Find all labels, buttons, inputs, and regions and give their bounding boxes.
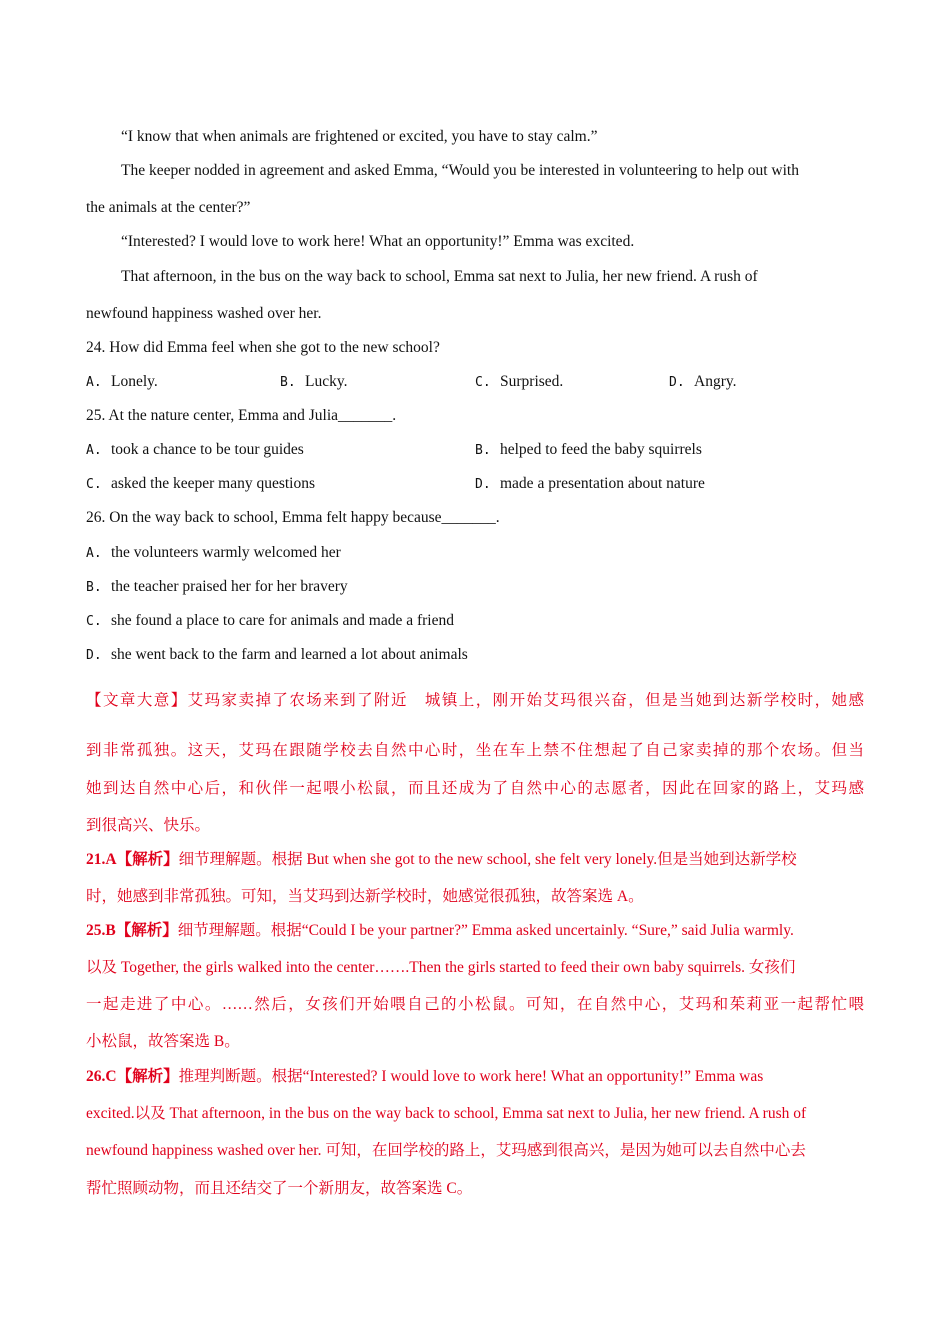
option-24-c: C. Surprised. xyxy=(475,373,564,390)
option-24-b: B. Lucky. xyxy=(280,373,348,390)
option-25-b: B. helped to feed the baby squirrels xyxy=(475,441,702,458)
answer-26-label: 26.C【解析】 xyxy=(86,1068,179,1085)
option-24-d: D. Angry. xyxy=(669,373,737,390)
passage-paragraph-continuation: the animals at the center?” xyxy=(86,199,251,216)
option-25-a: A. took a chance to be tour guides xyxy=(86,441,304,458)
answer-25-line: 25.B【解析】细节理解题。根据“Could I be your partner?” Emma asked uncertainly. “Sure,” said Julia warmly. xyxy=(86,922,794,939)
answer-25-line: 小松鼠，故答案选 B。 xyxy=(86,1033,240,1050)
answer-21-label: 21.A【解析】 xyxy=(86,851,179,868)
option-25-d: D. made a presentation about nature xyxy=(475,475,705,492)
passage-paragraph: “Interested? I would love to work here! What an opportunity!” Emma was excited. xyxy=(121,233,635,250)
passage-paragraph: The keeper nodded in agreement and asked Emma, “Would you be interested in volunteering to help out with xyxy=(121,162,799,179)
passage-paragraph: “I know that when animals are frightened or excited, you have to stay calm.” xyxy=(121,128,598,145)
summary-line: 到非常孤独。这天，艾玛在跟随学校去自然中心时，坐在车上禁不住想起了自己家卖掉的那个农场。但当 xyxy=(86,742,864,759)
answer-25-line: 一起走进了中心。……然后，女孩们开始喂自己的小松鼠。可知，在自然中心，艾玛和茱莉亚一起帮忙喂 xyxy=(86,996,864,1013)
answer-21-line: 21.A【解析】细节理解题。根据 But when she got to the new school, she felt very lonely.但是当她到达新学校 xyxy=(86,851,797,868)
answer-25-line: 以及 Together, the girls walked into the center…….Then the girls started to feed their own baby squirrels. 女孩们 xyxy=(86,959,796,976)
answer-26-line: excited.以及 That afternoon, in the bus on the way back to school, Emma sat next to Julia, her new friend. A rush of xyxy=(86,1105,807,1122)
answer-26-line: 帮忙照顾动物，而且还结交了一个新朋友，故答案选 C。 xyxy=(86,1180,473,1197)
option-26-d: D. she went back to the farm and learned a lot about animals xyxy=(86,646,468,663)
question-25-stem: 25. At the nature center, Emma and Julia_______. xyxy=(86,407,397,424)
option-26-a: A. the volunteers warmly welcomed her xyxy=(86,544,341,561)
passage-paragraph-continuation: newfound happiness washed over her. xyxy=(86,305,322,322)
answer-25-label: 25.B【解析】 xyxy=(86,922,178,939)
option-26-b: B. the teacher praised her for her bravery xyxy=(86,578,348,595)
answer-21-line: 时，她感到非常孤独。可知，当艾玛到达新学校时，她感觉很孤独，故答案选 A。 xyxy=(86,888,644,905)
question-24-stem: 24. How did Emma feel when she got to the new school? xyxy=(86,339,440,356)
summary-line: 她到达自然中心后，和伙伴一起喂小松鼠，而且还成为了自然中心的志愿者，因此在回家的路上，艾玛感 xyxy=(86,780,864,797)
passage-paragraph: That afternoon, in the bus on the way back to school, Emma sat next to Julia, her new friend. A rush of xyxy=(121,268,758,285)
option-24-a: A. Lonely. xyxy=(86,373,158,390)
summary-line: 到很高兴、快乐。 xyxy=(86,817,211,834)
answer-26-line: 26.C【解析】推理判断题。根据“Interested? I would love to work here! What an opportunity!” Emma was xyxy=(86,1068,764,1085)
summary-line: 【文章大意】艾玛家卖掉了农场来到了附近 城镇上，刚开始艾玛很兴奋，但是当她到达新学校时，她感 xyxy=(86,692,864,709)
option-26-c: C. she found a place to care for animals and made a friend xyxy=(86,612,454,629)
option-25-c: C. asked the keeper many questions xyxy=(86,475,316,492)
answer-26-line: newfound happiness washed over her. 可知，在回学校的路上，艾玛感到很高兴，是因为她可以去自然中心去 xyxy=(86,1142,806,1159)
question-26-stem: 26. On the way back to school, Emma felt happy because_______. xyxy=(86,509,500,526)
